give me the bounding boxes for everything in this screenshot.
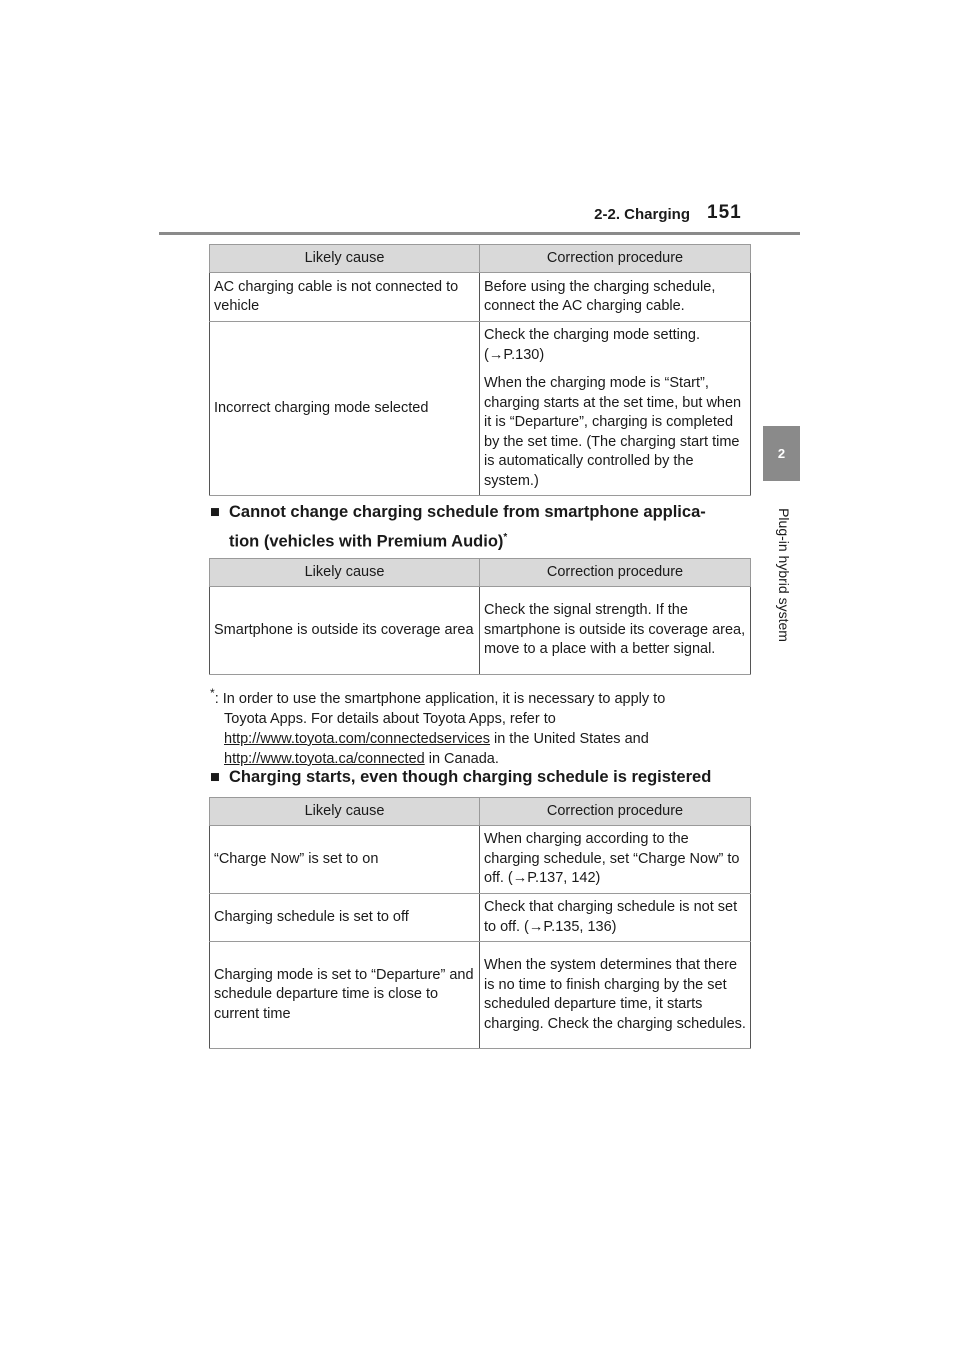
heading-charging-starts: ■ Charging starts, even though charging schedule is registered bbox=[210, 764, 770, 790]
procedure-cell: Before using the charging schedule, connect the AC charging cable. bbox=[480, 273, 751, 322]
cause-cell: “Charge Now” is set to on bbox=[210, 826, 480, 894]
page-number: 151 bbox=[707, 202, 742, 223]
header-likely-cause: Likely cause bbox=[210, 798, 480, 826]
cause-cell: AC charging cable is not connected to vehicle bbox=[210, 273, 480, 322]
table-row bbox=[210, 894, 751, 942]
procedure-cell: Check the signal strength. If the smartphone is outside its coverage area, move to a place with a better signal. bbox=[480, 587, 751, 675]
chapter-number: 2 bbox=[777, 446, 786, 461]
table-row bbox=[210, 273, 751, 322]
footnote: *: In order to use the smartphone application, it is necessary to apply to Toyota Apps. For details about Toyota Apps, refer to http://www.toyota.com/connectedservices in the United States and http://www.toyota.ca/connected in Canada. bbox=[210, 686, 666, 767]
table-header-row bbox=[210, 559, 751, 587]
procedure-cell: When charging according to the charging schedule, set “Charge Now” to off. (→P.137, 142) bbox=[480, 826, 751, 894]
table-charging-starts-cause bbox=[209, 797, 751, 1049]
header-correction-procedure: Correction procedure bbox=[480, 245, 751, 273]
square-bullet-icon: ■ bbox=[210, 768, 220, 786]
table-smartphone-cause bbox=[209, 558, 751, 675]
header-correction-procedure: Correction procedure bbox=[480, 559, 751, 587]
cause-cell: Incorrect charging mode selected bbox=[210, 322, 480, 496]
footnote-marker: * bbox=[503, 532, 508, 543]
link-connectedservices[interactable]: http://www.toyota.com/connectedservices bbox=[224, 730, 490, 747]
header-divider bbox=[159, 232, 800, 235]
table-row bbox=[210, 826, 751, 894]
header-likely-cause: Likely cause bbox=[210, 559, 480, 587]
procedure-cell: When the system determines that there is no time to finish charging by the set scheduled departure time, it starts charging. Check the charging schedules. bbox=[480, 942, 751, 1049]
table-row bbox=[210, 942, 751, 1049]
chapter-tab bbox=[763, 426, 800, 481]
procedure-cell: Check that charging schedule is not set to off. (→P.135, 136) bbox=[480, 894, 751, 942]
header-likely-cause: Likely cause bbox=[210, 245, 480, 273]
chapter-title: Plug-in hybrid system bbox=[776, 508, 792, 642]
procedure-cell: Check the charging mode setting. (→P.130) When the charging mode is “Start”, charging starts at the set time, but when it is “Departure”, charging is completed by the set time. (The charging start time is automatically controlled by the system.) bbox=[480, 322, 751, 496]
square-bullet-icon: ■ bbox=[210, 503, 220, 521]
table-header-row bbox=[210, 798, 751, 826]
table-charging-cause bbox=[209, 244, 751, 496]
table-row bbox=[210, 587, 751, 675]
cause-cell: Smartphone is outside its coverage area bbox=[210, 587, 480, 675]
header-correction-procedure: Correction procedure bbox=[480, 798, 751, 826]
heading-smartphone-schedule: ■ Cannot change charging schedule from smartphone applica- tion (vehicles with Premium Audio)* bbox=[210, 499, 755, 555]
link-toyota-ca-connected[interactable]: http://www.toyota.ca/connected bbox=[224, 750, 425, 767]
table-header-row bbox=[210, 245, 751, 273]
cause-cell: Charging schedule is set to off bbox=[210, 894, 480, 942]
section-title: 2-2. Charging bbox=[594, 206, 690, 223]
table-row bbox=[210, 322, 751, 496]
cause-cell: Charging mode is set to “Departure” and schedule departure time is close to current time bbox=[210, 942, 480, 1049]
